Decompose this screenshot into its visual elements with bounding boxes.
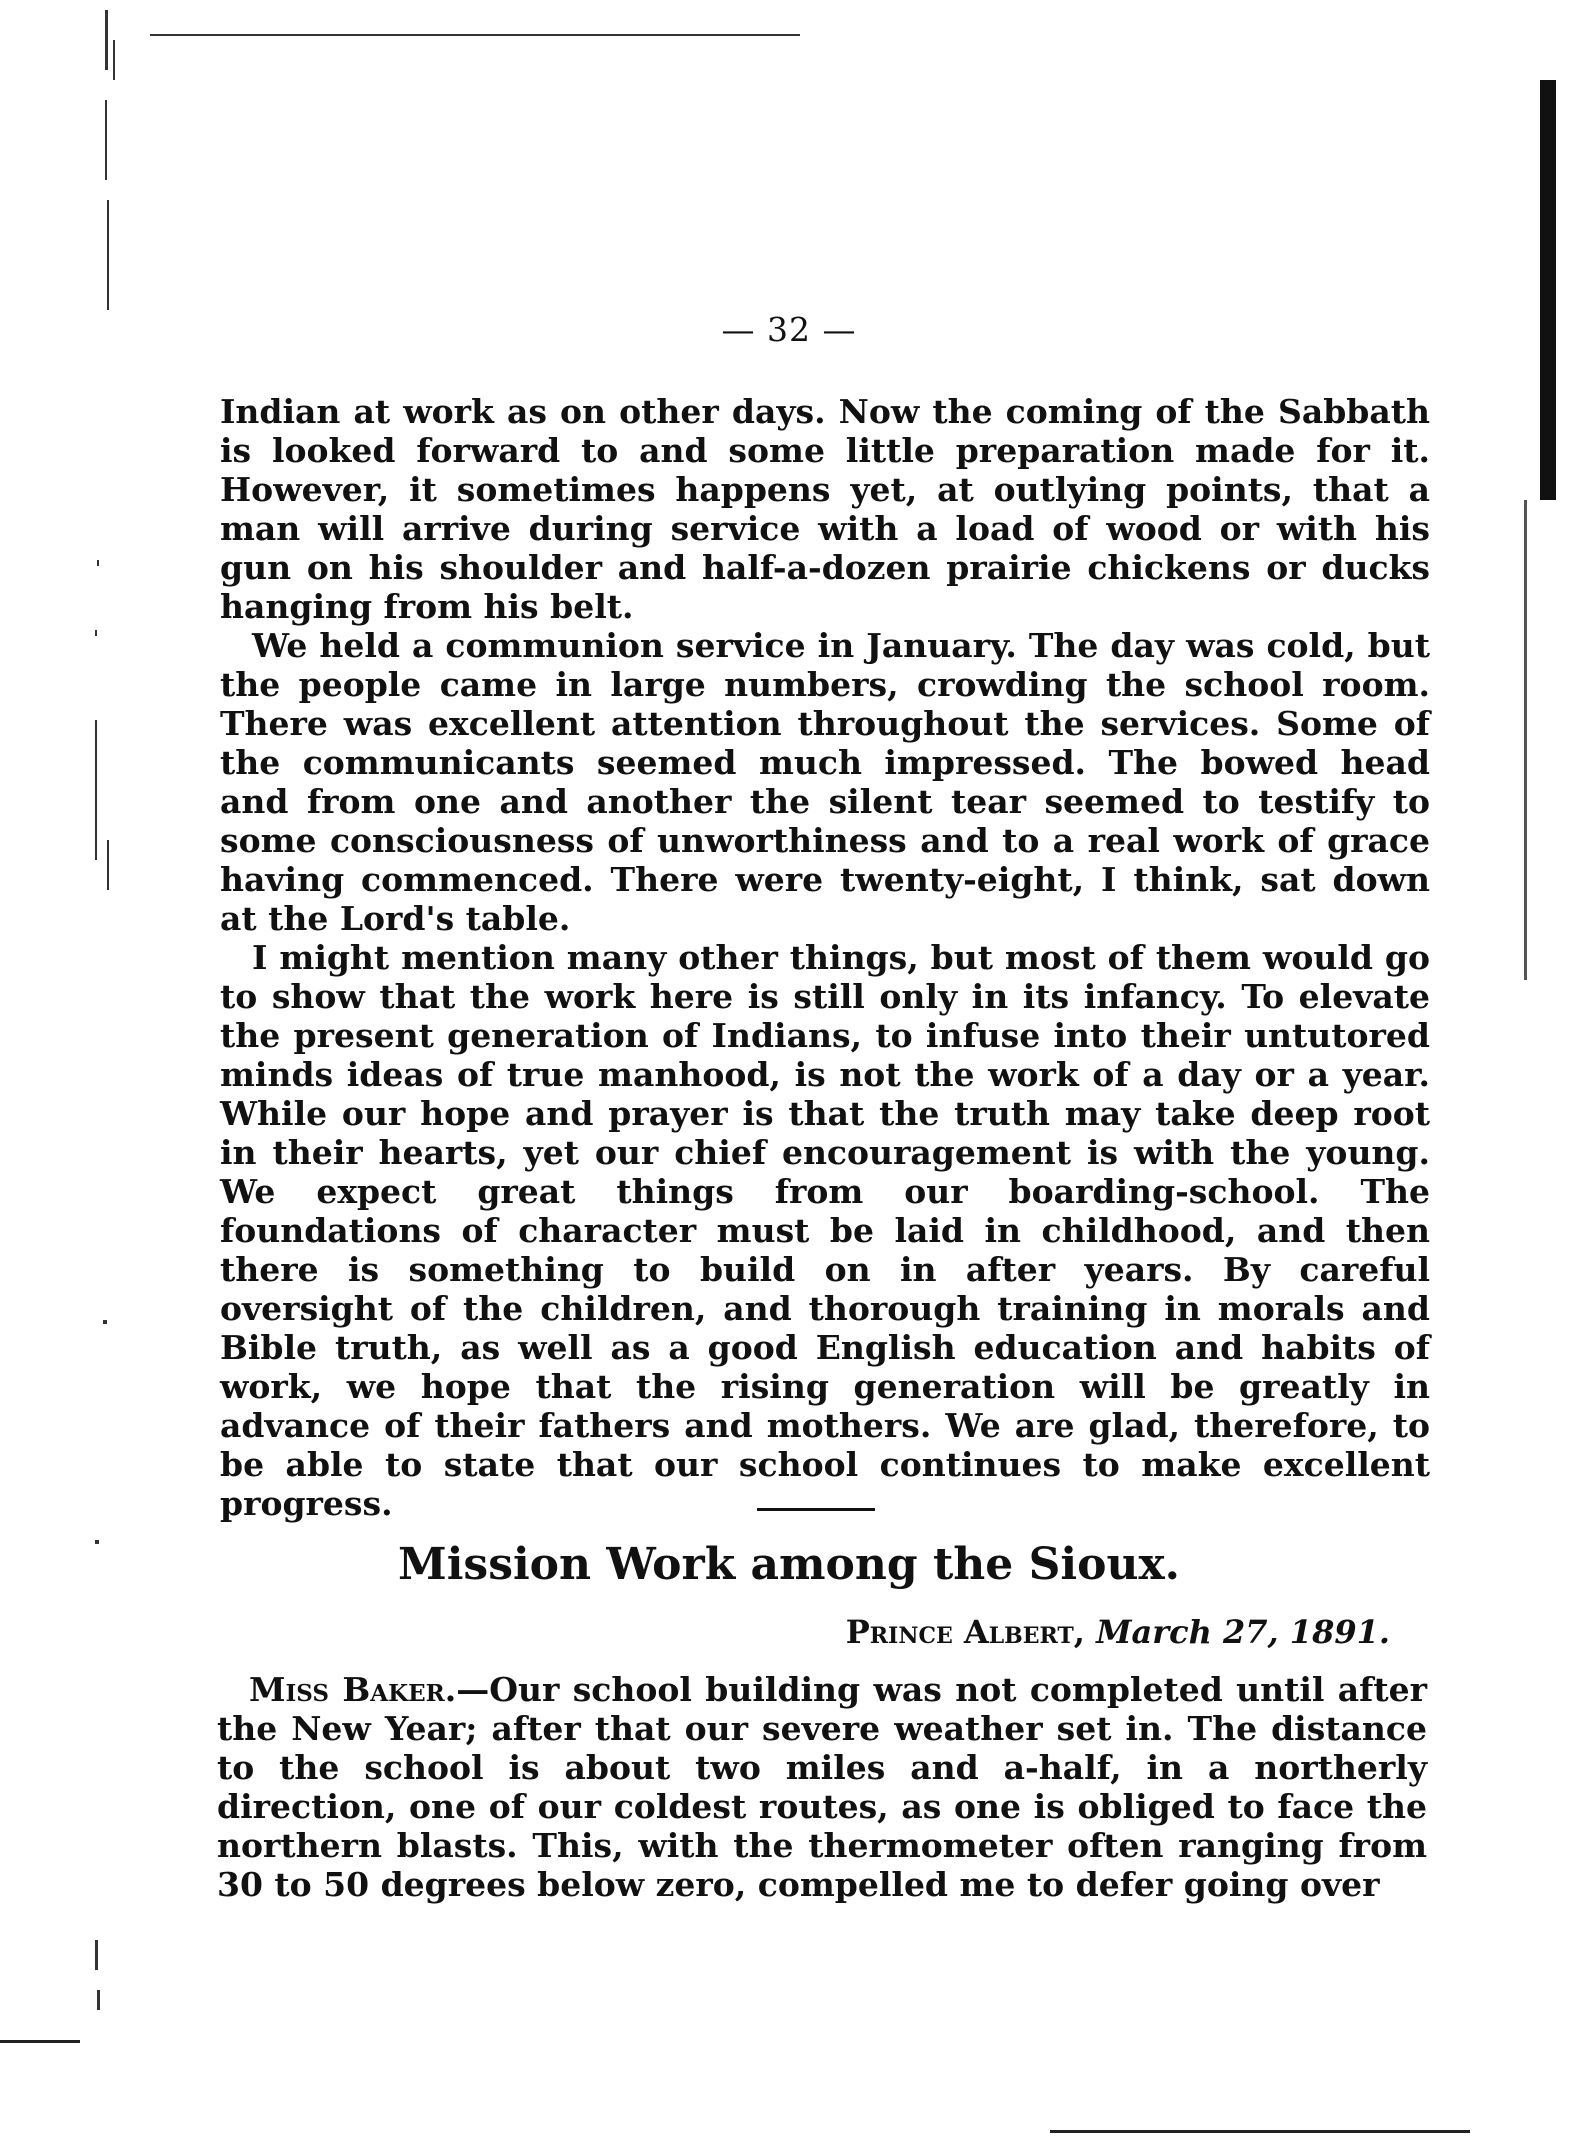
body-text-section-1 xyxy=(220,392,1430,1523)
paragraph-school-progress: I might mention many other things, but most of them would go to show that the work here is still only in its infancy. To elevate the present generation of Indians, to infuse into their untutored minds ideas of true manhood, is not the work of a day or a year. While our hope and prayer is that the truth may take deep root in their hearts, yet our chief encouragement is with the young. We expect great things from our boarding-school. The foundations of character must be laid in childhood, and then there is something to build on in after years. By careful oversight of the children, and thorough training in morals and Bible truth, as well as a good English education and habits of work, we hope that the rising generation will be greatly in advance of their fathers and mothers. We are glad, therefore, to be able to state that our school continues to make excellent progress. xyxy=(220,938,1430,1523)
body-text-section-2 xyxy=(217,1670,1427,1904)
section-heading: Mission Work among the Sioux. xyxy=(398,1539,1180,1590)
speaker-name: Miss Baker. xyxy=(249,1670,457,1709)
paragraph-miss-baker-text: —Our school building was not completed until after the New Year; after that our severe weather set in. The distance to the school is about two miles and a-half, in a northerly direction, one of our coldest routes, as one is obliged to face the northern blasts. This, with the thermometer often ranging from 30 to 50 degrees below zero, compelled me to defer going over xyxy=(217,1670,1427,1904)
scan-edge-line-right xyxy=(1524,500,1527,980)
scan-edge-bar-right xyxy=(1540,80,1556,500)
page-number: — 32 — xyxy=(721,310,857,349)
scan-edge-line-bottom xyxy=(1050,2130,1470,2133)
paragraph-miss-baker xyxy=(217,1670,1427,1904)
dateline-date: March 27, 1891. xyxy=(1096,1613,1390,1651)
section-divider xyxy=(757,1508,875,1511)
dateline xyxy=(770,1610,1390,1654)
paragraph-sabbath: Indian at work as on other days. Now the coming of the Sabbath is looked forward to and some little preparation made for it. However, it sometimes happens yet, at outlying points, that a man will arrive during service with a load of wood or with his gun on his shoulder and half-a-dozen prairie chickens or ducks hanging from his belt. xyxy=(220,392,1430,626)
scan-mark-bottom-left xyxy=(0,2040,80,2043)
dateline-place: Prince Albert, xyxy=(845,1613,1085,1651)
paragraph-communion: We held a communion service in January. The day was cold, but the people came in large numbers, crowding the school room. There was excellent attention throughout the services. Some of the communicants seemed much impressed. The bowed head and from one and another the silent tear seemed to testify to some consciousness of unworthiness and to a real work of grace having commenced. There were twenty-eight, I think, sat down at the Lord's table. xyxy=(220,626,1430,938)
scan-edge-line-top xyxy=(150,34,800,36)
